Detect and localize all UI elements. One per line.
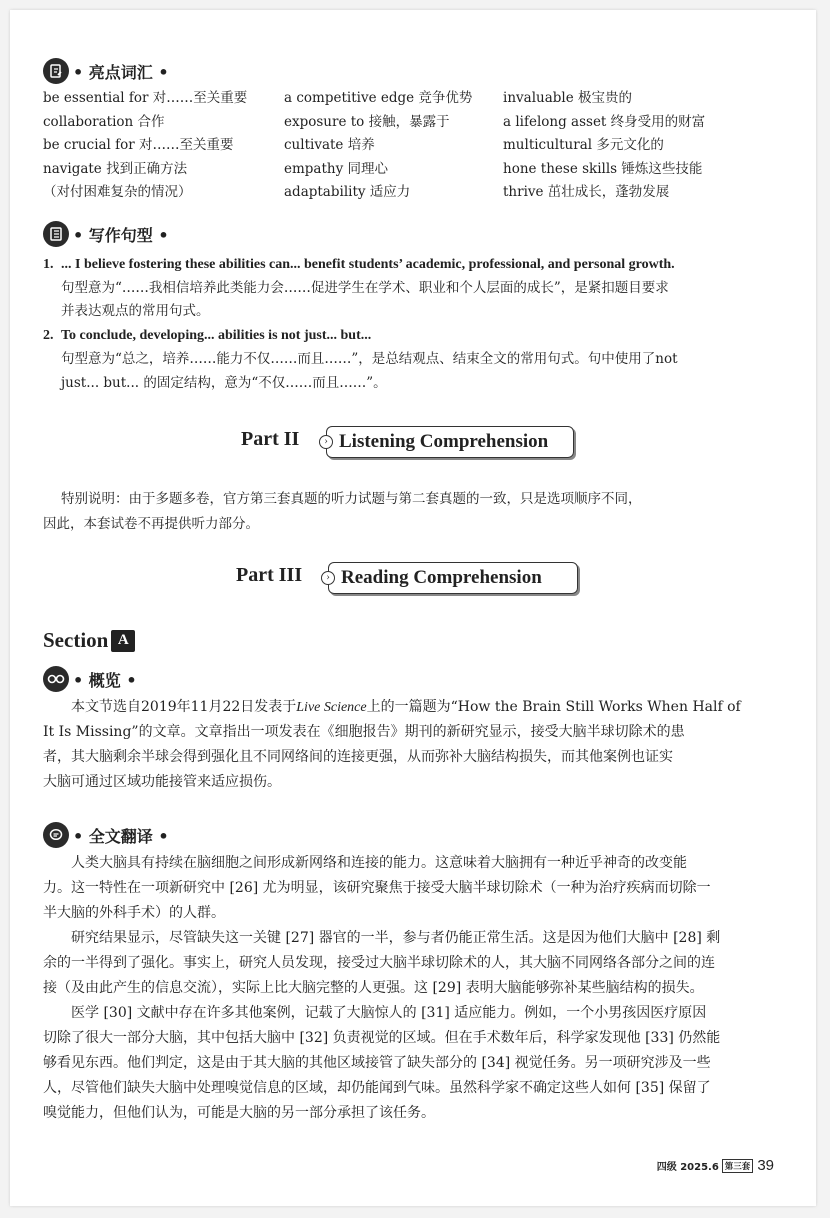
speech-bubble-icon [43, 822, 69, 848]
document-edit-icon [43, 58, 69, 84]
chevron-right-icon: › [321, 571, 335, 585]
vocab-col-2 [284, 87, 472, 205]
page-footer [657, 1157, 774, 1174]
translation-p3-line-1: 医学 [30] 文献中存在许多其他案例，记载了大脑惊人的 [31] 适应能力。例如，一个小男孩因医疗原因 [71, 1005, 707, 1021]
translation-p1-line-1: 人类大脑具有持续在脑细胞之间形成新网络和连接的能力。这意味着大脑拥有一种近乎神奇的改变能 [71, 855, 687, 871]
vocab-col-3 [503, 87, 705, 205]
translation-p3-line-4: 人，尽管他们缺失大脑中处理嗅觉信息的区域，却仍能闻到气味。虽然科学家不确定这些人如何 [35] 保留了 [43, 1080, 711, 1096]
overview-line-1-pre: 本文节选自2019年11月22日发表于 [71, 699, 297, 715]
pattern-1-number: 1. [43, 257, 54, 272]
vocab-item: a competitive edge 竞争优势 [284, 90, 473, 106]
vocab-item: thrive 茁壮成长，蓬勃发展 [503, 184, 670, 200]
overview-line-3: 者，其大脑剩余半球会得到强化且不同网络间的连接更强，从而弥补大脑结构损失，而其他案例也证实 [43, 749, 673, 765]
vocab-item: collaboration 合作 [43, 113, 165, 130]
part-3-title-box [328, 562, 578, 594]
vocab-item: exposure to 接触，暴露于 [284, 113, 450, 130]
translation-p1-line-3: 半大脑的外科手术）的人群。 [43, 905, 225, 921]
overview-line-1-post: 上的一篇题为“How the Brain Still Works When Half of [366, 699, 741, 715]
vocab-item: multicultural 多元文化的 [503, 137, 664, 153]
vocab-item: be crucial for 对……至关重要 [43, 137, 234, 153]
part-3-title: Reading Comprehension [341, 567, 542, 588]
footer-set-badge: 第三套 [722, 1159, 754, 1173]
vocab-title: • 亮点词汇 • [73, 62, 169, 82]
section-label: Section [43, 628, 109, 652]
part-2-title-box [326, 426, 574, 458]
overview-line-4: 大脑可通过区域功能接管来适应损伤。 [43, 774, 281, 790]
translation-p3-line-3: 够看见东西。他们判定，这是由于其大脑的其他区域接管了缺失部分的 [34] 视觉任务。另一项研究涉及一些 [43, 1055, 711, 1071]
vocab-item: navigate 找到正确方法 [43, 160, 188, 177]
vocab-header [43, 57, 169, 85]
pattern-1-explain-line-1: 句型意为“……我相信培养此类能力会……促进学生在学术、职业和个人层面的成长”，是紧扣题目要求 [61, 280, 669, 296]
overview-line-2: It Is Missing”的文章。文章指出一项发表在《细胞报告》期刊的新研究显示，接受大脑半球切除术的患 [43, 724, 685, 740]
translation-p3-line-2: 切除了很大一部分大脑，其中包括大脑中 [32] 负责视觉的区域。但在手术数年后，科学家发现他 [33] 仍然能 [43, 1030, 721, 1046]
pattern-1-explain-line-2: 并表达观点的常用句式。 [61, 303, 210, 319]
overview-source-italic: Live Science [296, 700, 367, 715]
footer-issue: 四级 2025.6 [656, 1162, 719, 1173]
part-2-title: Listening Comprehension [339, 431, 549, 452]
notebook-icon [43, 221, 69, 247]
overview-header [43, 665, 137, 693]
page [10, 10, 816, 1206]
vocab-item: cultivate 培养 [284, 137, 375, 153]
pattern-2-explain-line-1: 句型意为“总之，培养……能力不仅……而且……”，是总结观点、结束全文的常用句式。句中使用了not [61, 351, 678, 367]
part-2-note-line-1: 特别说明：由于多题多卷，官方第三套真题的听力试题与第二套真题的一致，只是选项顺序不同， [61, 491, 642, 507]
part-3-label: Part III [236, 564, 303, 586]
vocab-item: hone these skills 锤炼这些技能 [503, 160, 703, 177]
translation-p2-line-2: 余的一半得到了强化。事实上，研究人员发现，接受过大脑半球切除术的人，其大脑不同网络各部分之间的连 [43, 955, 715, 971]
overview-line-1 [43, 695, 785, 720]
part-2-note-line-2: 因此，本套试卷不再提供听力部分。 [43, 516, 259, 532]
translation-p2-line-1: 研究结果显示，尽管缺失这一关键 [27] 器官的一半，参与者仍能正常生活。这是因为他们大脑中 [28] 剩 [71, 930, 721, 946]
overview-title: • 概览 • [73, 670, 137, 690]
pattern-1-english: ... I believe fostering these abilities can... benefit students’ academic, professional, and personal growth. [61, 257, 675, 272]
section-heading [43, 628, 135, 653]
vocab-item: be essential for 对……至关重要 [43, 90, 248, 106]
section-letter-badge: A [111, 630, 135, 652]
translation-p3-line-5: 嗅觉能力，但他们认为，可能是大脑的另一部分承担了该任务。 [43, 1105, 435, 1121]
translation-header [43, 821, 169, 849]
chevron-right-icon: › [319, 435, 333, 449]
pattern-2-english: To conclude, developing... abilities is not just... but... [61, 328, 372, 343]
part-2-label: Part II [241, 428, 300, 450]
page-number: 39 [757, 1157, 774, 1174]
vocab-item: adaptability 适应力 [284, 184, 411, 200]
vocab-item: a lifelong asset 终身受用的财富 [503, 113, 706, 130]
pattern-2-number: 2. [43, 328, 54, 343]
writing-title: • 写作句型 • [73, 225, 169, 245]
vocab-item: invaluable 极宝贵的 [503, 90, 632, 106]
vocab-col-1 [43, 87, 247, 205]
translation-p2-line-3: 接（及由此产生的信息交流），实际上比大脑完整的人更强。这 [29] 表明大脑能够弥补某些脑结构的损失。 [43, 980, 704, 996]
vocab-item: （对付困难复杂的情况） [43, 184, 192, 200]
translation-p1-line-2: 力。这一特性在一项新研究中 [26] 尤为明显，该研究聚焦于接受大脑半球切除术（一种为治疗疾病而切除一 [43, 880, 711, 896]
translation-title: • 全文翻译 • [73, 826, 169, 846]
pattern-2-explain-line-2: just... but... 的固定结构，意为“不仅……而且……”。 [61, 375, 387, 391]
glasses-icon [43, 666, 69, 692]
writing-header [43, 220, 169, 248]
vocab-item: empathy 同理心 [284, 160, 389, 177]
